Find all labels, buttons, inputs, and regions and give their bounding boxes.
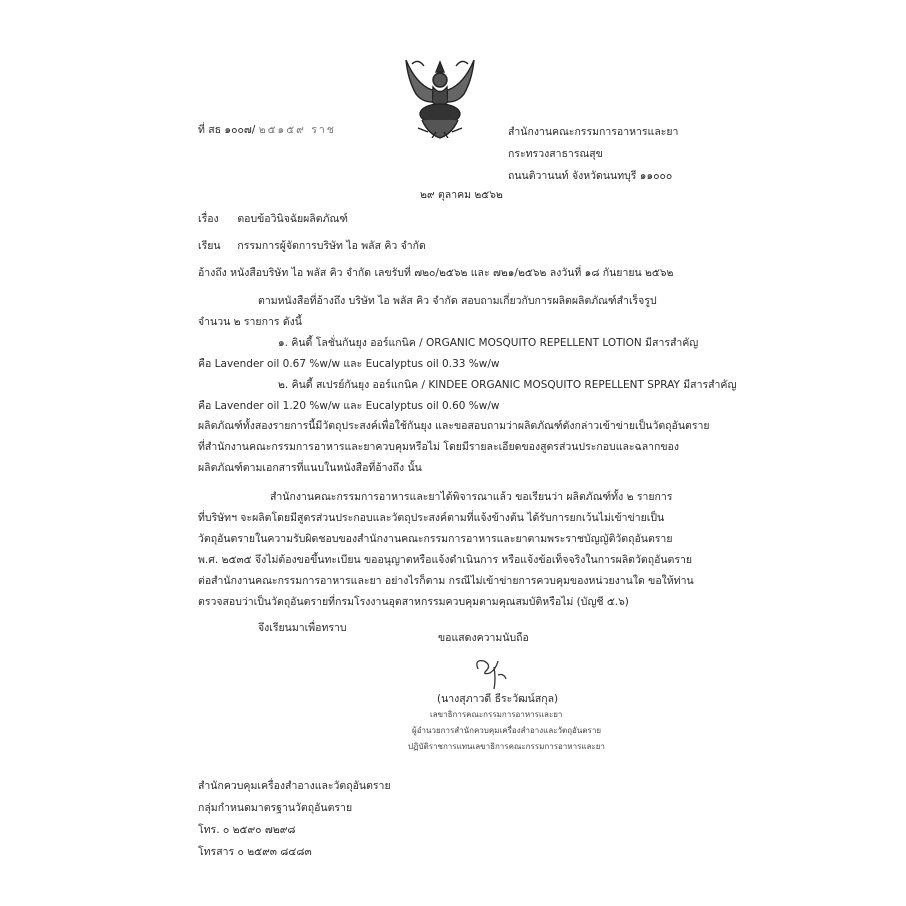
footer-division: สำนักควบคุมเครื่องสำอางและวัตถุอันตราย	[198, 780, 391, 792]
paragraph-3-line: วัตถุอันตรายในความรับผิดชอบของสำนักงานคณะกรรมการอาหารและยาตามพระราชบัญญัติวัตถุอันตราย	[198, 533, 673, 545]
reference-line	[198, 264, 673, 281]
paragraph-1-line: ตามหนังสือที่อ้างถึง บริษัท ไอ พลัส คิว จำกัด สอบถามเกี่ยวกับการผลิตผลิตภัณฑ์สำเร็จรูป	[258, 295, 657, 307]
footer-group: กลุ่มกำหนดมาตรฐานวัตถุอันตราย	[198, 802, 353, 814]
reference-text: หนังสือบริษัท ไอ พลัส คิว จำกัด เลขรับที่ ๗๒๐/๒๕๖๒ และ ๗๒๑/๒๕๖๒ ลงวันที่ ๑๘ กันยายน ๒๕๖๒	[230, 267, 674, 279]
footer-fax: โทรสาร ๐ ๒๕๙๓ ๘๔๘๓	[198, 846, 312, 858]
recipient-label: เรียน	[198, 240, 221, 252]
letter-date: ๒๙ ตุลาคม ๒๕๖๒	[420, 189, 503, 201]
recipient-line	[198, 237, 426, 254]
paragraph-3-line: ต่อสำนักงานคณะกรรมการอาหารและยา อย่างไรก็ตาม กรณีไม่เข้าข่ายการควบคุมของหน่วยงานใด ขอให้ท่าน	[198, 575, 694, 587]
sender-address	[508, 121, 678, 187]
footer-phone: โทร. ๐ ๒๕๙๐ ๗๒๙๘	[198, 824, 296, 836]
paragraph-2-line: ผลิตภัณฑ์ตามเอกสารที่แนบในหนังสือที่อ้างถึง นั้น	[198, 462, 422, 474]
reference-label: อ้างถึง	[198, 267, 227, 279]
address-line: ถนนติวานนท์ จังหวัดนนทบุรี ๑๑๐๐๐	[508, 170, 673, 182]
paragraph-3-line: ตรวจสอบว่าเป็นวัตถุอันตรายที่กรมโรงงานอุตสาหกรรมควบคุมตามคุณสมบัติหรือไม่ (บัญชี ๕.๖)	[198, 596, 629, 608]
product-item-2-ingredients: คือ Lavender oil 1.20 %w/w และ Eucalyptus oil 0.60 %w/w	[198, 400, 500, 412]
footer-contact	[198, 775, 391, 863]
subject-text: ตอบข้อวินิจฉัยผลิตภัณฑ์	[237, 213, 348, 225]
ministry-name: กระทรวงสาธารณสุข	[508, 148, 603, 160]
paragraph-3-line: ที่บริษัทฯ จะผลิตโดยมีสูตรส่วนประกอบและวัตถุประสงค์ตามที่แจ้งข้างต้น ได้รับการยกเว้นไม่เข้าข่ายเป็น	[198, 512, 665, 524]
org-name: สำนักงานคณะกรรมการอาหารและยา	[508, 126, 679, 138]
paragraph-1-line: จำนวน ๒ รายการ ดังนี้	[198, 316, 302, 328]
signatory-title: ผู้อำนวยการสำนักควบคุมเครื่องสำอางและวัตถุอันตราย	[412, 726, 602, 735]
paragraph-2-line: ผลิตภัณฑ์ทั้งสองรายการนี้มีวัตถุประสงค์เพื่อใช้กันยุง และขอสอบถามว่าผลิตภัณฑ์ดังกล่าวเข้าข่ายเป็นวัตถุอันตราย	[198, 420, 710, 432]
paragraph-3-line: พ.ศ. ๒๕๓๕ จึงไม่ต้องขอขึ้นทะเบียน ขออนุญาตหรือแจ้งดำเนินการ หรือแจ้งข้อเท็จจริงในการผลิตวัตถุอันตราย	[198, 554, 693, 566]
subject-label: เรื่อง	[198, 213, 219, 225]
recipient-text: กรรมการผู้จัดการบริษัท ไอ พลัส คิว จำกัด	[237, 240, 426, 252]
product-item-1-ingredients: คือ Lavender oil 0.67 %w/w และ Eucalyptus oil 0.33 %w/w	[198, 358, 500, 370]
signature-icon	[472, 655, 512, 691]
product-item-2: ๒. คินดี้ สเปรย์กันยุง ออร์แกนิค / KINDEE ORGANIC MOSQUITO REPELLENT SPRAY มีสารสำคัญ	[278, 379, 737, 391]
closing-line: จึงเรียนมาเพื่อทราบ	[258, 622, 347, 634]
salutation: ขอแสดงความนับถือ	[438, 632, 529, 644]
paragraph-3-line: สำนักงานคณะกรรมการอาหารและยาได้พิจารณาแล้ว ขอเรียนว่า ผลิตภัณฑ์ทั้ง ๒ รายการ	[270, 491, 673, 503]
reference-number	[198, 121, 336, 138]
paragraph-2-line: ที่สำนักงานคณะกรรมการอาหารและยาควบคุมหรือไม่ โดยมีรายละเอียดของสูตรส่วนประกอบและฉลากของ	[198, 441, 679, 453]
signatory-name: (นางสุภาวดี ธีระวัฒน์สกุล)	[437, 693, 559, 705]
subject-line	[198, 210, 348, 227]
signatory-title: เลขาธิการคณะกรรมการอาหารและยา	[430, 710, 563, 719]
signatory-title: ปฏิบัติราชการแทนเลขาธิการคณะกรรมการอาหารและยา	[408, 742, 605, 751]
garuda-emblem-icon	[398, 54, 482, 142]
ref-stamp: ๒๕๑๕๙ ราช	[258, 124, 336, 136]
ref-number-text: ที่ สธ ๑๐๐๗/	[198, 124, 256, 136]
product-item-1: ๑. คินดี้ โลชั่นกันยุง ออร์แกนิค / ORGANIC MOSQUITO REPELLENT LOTION มีสารสำคัญ	[278, 337, 699, 349]
